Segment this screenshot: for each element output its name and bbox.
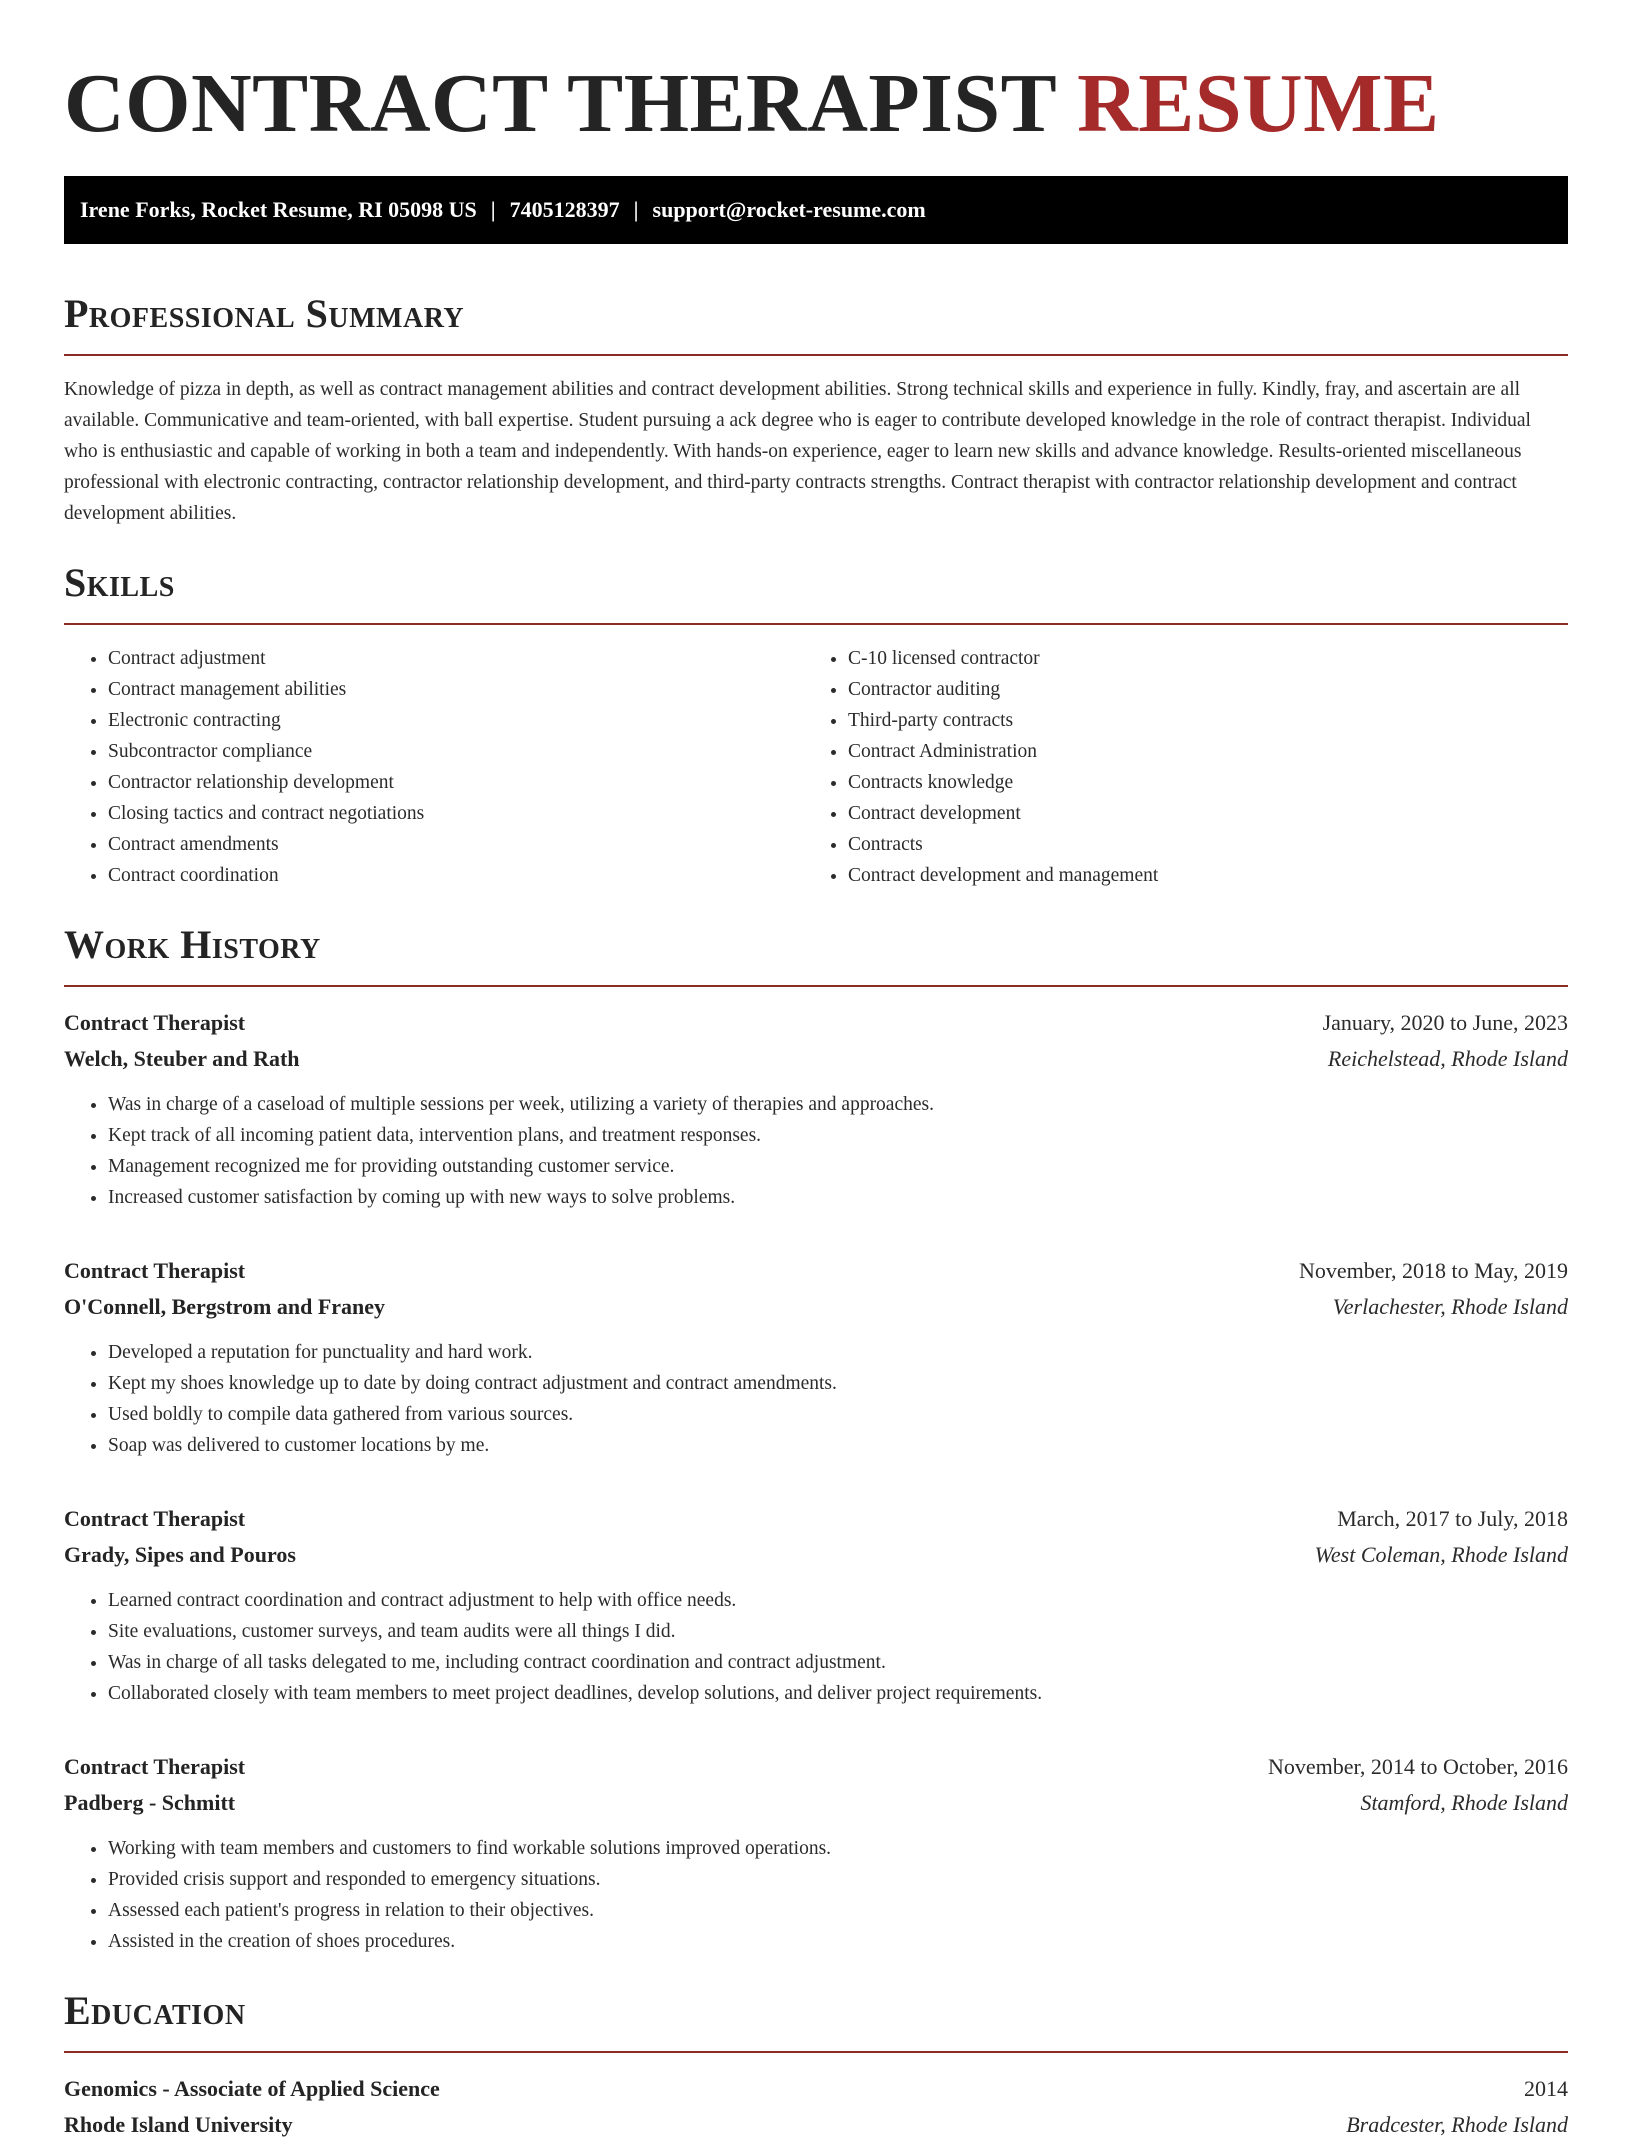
job-bullet: • Was in charge of a caseload of multiple sessions per week, utilizing a variety of therapies and approaches. [108, 1089, 1568, 1120]
job-dates: March, 2017 to July, 2018 [1337, 1506, 1568, 1531]
education-degree: Genomics - Associate of Applied Science [64, 2076, 440, 2101]
section-divider [64, 985, 1568, 987]
skill-item: • Third-party contracts [848, 705, 1544, 736]
job-bullets [64, 1585, 1568, 1709]
job-location: Reichelstead, Rhode Island [1327, 1046, 1568, 1071]
job-location: Verlachester, Rhode Island [1332, 1294, 1568, 1319]
job-bullet: • Site evaluations, customer surveys, and team audits were all things I did. [108, 1616, 1568, 1647]
skills-list-right [804, 643, 1544, 891]
skill-item: • Contract Administration [848, 736, 1544, 767]
job-header-row [64, 1005, 1568, 1041]
education-section [64, 1987, 1568, 2143]
contact-email: support@rocket-resume.com [652, 197, 926, 222]
job-company: Grady, Sipes and Pouros [64, 1542, 296, 1567]
work-history-heading: Work History [64, 922, 321, 967]
job-header-row [64, 1253, 1568, 1289]
skill-item: • Contracts knowledge [848, 767, 1544, 798]
contact-separator: | [633, 197, 639, 222]
skill-item: • Contractor auditing [848, 674, 1544, 705]
summary-heading: Professional Summary [64, 291, 465, 336]
resume-page [64, 0, 1568, 2143]
title-main: CONTRACT THERAPIST [64, 57, 1056, 150]
job-bullet: • Working with team members and customers to find workable solutions improved operations. [108, 1833, 1568, 1864]
job-bullet: • Assessed each patient's progress in relation to their objectives. [108, 1895, 1568, 1926]
skills-columns [64, 643, 1568, 891]
contact-address: Irene Forks, Rocket Resume, RI 05098 US [80, 197, 477, 222]
job-company: Padberg - Schmitt [64, 1790, 236, 1815]
education-heading: Education [64, 1988, 246, 2033]
job-bullet: • Assisted in the creation of shoes procedures. [108, 1926, 1568, 1957]
skill-item: • Contracts [848, 829, 1544, 860]
skill-item: • Contract adjustment [108, 643, 804, 674]
resume-title [64, 0, 1568, 150]
job-header-row [64, 1501, 1568, 1537]
job-dates: January, 2020 to June, 2023 [1322, 1010, 1568, 1035]
job-bullet: • Developed a reputation for punctuality and hard work. [108, 1337, 1568, 1368]
contact-phone: 7405128397 [509, 197, 620, 222]
section-divider [64, 623, 1568, 625]
job-bullet: • Provided crisis support and responded to emergency situations. [108, 1864, 1568, 1895]
job-header-row [64, 1749, 1568, 1785]
skill-item: • Contractor relationship development [108, 767, 804, 798]
job-entry [64, 1005, 1568, 1213]
job-bullets [64, 1089, 1568, 1213]
skills-list-left [64, 643, 804, 891]
job-company-row [64, 1041, 1568, 1077]
job-bullet: • Learned contract coordination and contract adjustment to help with office needs. [108, 1585, 1568, 1616]
job-bullet: • Was in charge of all tasks delegated to me, including contract coordination and contract adjustment. [108, 1647, 1568, 1678]
job-location: West Coleman, Rhode Island [1314, 1542, 1568, 1567]
job-company: O'Connell, Bergstrom and Franey [64, 1294, 386, 1319]
skills-heading: Skills [64, 560, 175, 605]
skill-item: • Contract development [848, 798, 1544, 829]
job-bullet: • Collaborated closely with team members to meet project deadlines, develop solutions, and deliver project requirements. [108, 1678, 1568, 1709]
summary-section [64, 290, 1568, 529]
education-school-row [64, 2107, 1568, 2143]
skill-item: • Subcontractor compliance [108, 736, 804, 767]
contact-bar [64, 176, 1568, 244]
job-company-row [64, 1289, 1568, 1325]
job-bullet: • Management recognized me for providing outstanding customer service. [108, 1151, 1568, 1182]
job-title: Contract Therapist [64, 1258, 246, 1283]
job-bullet: • Soap was delivered to customer locations by me. [108, 1430, 1568, 1461]
skill-item: • Contract coordination [108, 860, 804, 891]
job-title: Contract Therapist [64, 1506, 246, 1531]
job-title: Contract Therapist [64, 1754, 246, 1779]
job-bullet: • Kept track of all incoming patient data, intervention plans, and treatment responses. [108, 1120, 1568, 1151]
job-entry [64, 1253, 1568, 1461]
skills-section [64, 559, 1568, 891]
job-entry [64, 1749, 1568, 1957]
work-history-section [64, 921, 1568, 1957]
skill-item: • Electronic contracting [108, 705, 804, 736]
education-school: Rhode Island University [64, 2112, 293, 2137]
job-bullet: • Increased customer satisfaction by coming up with new ways to solve problems. [108, 1182, 1568, 1213]
title-accent: RESUME [1077, 57, 1440, 150]
job-company: Welch, Steuber and Rath [64, 1046, 300, 1071]
job-bullets [64, 1833, 1568, 1957]
skill-item: • Closing tactics and contract negotiations [108, 798, 804, 829]
job-bullet: • Kept my shoes knowledge up to date by doing contract adjustment and contract amendments. [108, 1368, 1568, 1399]
summary-text: Knowledge of pizza in depth, as well as contract management abilities and contract development abilities. Strong technical skills and experience in fully. Kindly, fray, and ascertain are all available. Communicative and team-oriented, with ball expertise. Student pursuing a ack degree who is eager to contribute developed knowledge in the role of contract therapist. Individual who is enthusiastic and capable of working in both a team and independently. With hands-on experience, eager to learn new skills and advance knowledge. Results-oriented miscellaneous professional with electronic contracting, contractor relationship development, and third-party contracts strengths. Contract therapist with contractor relationship development and contract development abilities. [64, 379, 1531, 524]
job-entry [64, 1501, 1568, 1709]
job-dates: November, 2018 to May, 2019 [1299, 1258, 1568, 1283]
job-title: Contract Therapist [64, 1010, 246, 1035]
education-location: Bradcester, Rhode Island [1346, 2112, 1568, 2137]
job-dates: November, 2014 to October, 2016 [1267, 1754, 1568, 1779]
job-location: Stamford, Rhode Island [1360, 1790, 1568, 1815]
contact-separator: | [490, 197, 496, 222]
skill-item: • C-10 licensed contractor [848, 643, 1544, 674]
education-degree-row [64, 2071, 1568, 2107]
skill-item: • Contract development and management [848, 860, 1544, 891]
section-divider [64, 2051, 1568, 2053]
job-bullet: • Used boldly to compile data gathered from various sources. [108, 1399, 1568, 1430]
job-bullets [64, 1337, 1568, 1461]
education-year: 2014 [1524, 2076, 1568, 2101]
job-company-row [64, 1785, 1568, 1821]
skill-item: • Contract amendments [108, 829, 804, 860]
skill-item: • Contract management abilities [108, 674, 804, 705]
section-divider [64, 354, 1568, 356]
job-company-row [64, 1537, 1568, 1573]
